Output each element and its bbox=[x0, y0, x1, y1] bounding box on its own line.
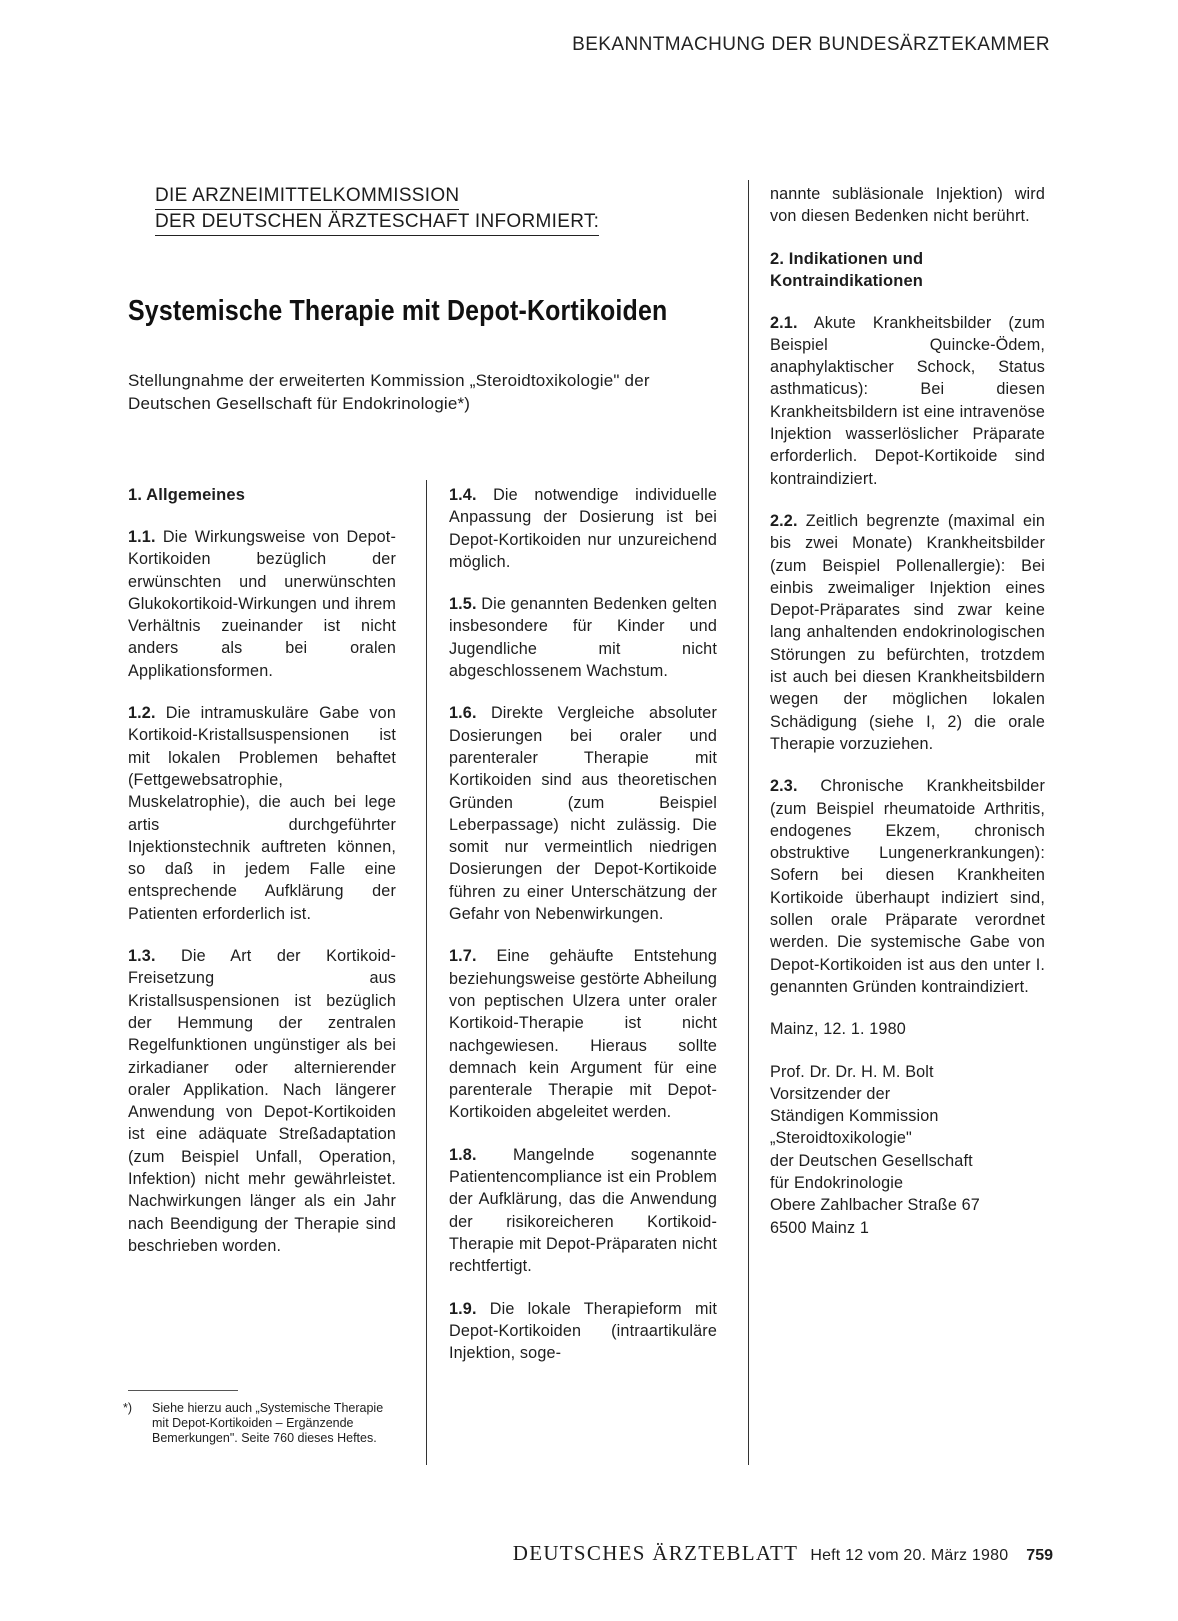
paragraph-number: 2.2. bbox=[770, 511, 798, 530]
paragraph-1-3 bbox=[128, 945, 396, 1257]
section-header: BEKANNTMACHUNG DER BUNDESÄRZTEKAMMER bbox=[572, 34, 1050, 55]
signature-block bbox=[770, 1018, 1045, 1239]
paragraph-2-2 bbox=[770, 510, 1045, 755]
footnote-rule bbox=[128, 1390, 238, 1391]
column-2 bbox=[449, 484, 717, 1384]
heading-line-1: 2. Indikationen und bbox=[770, 249, 924, 268]
issue-info: Heft 12 vom 20. März 1980 bbox=[810, 1547, 1009, 1564]
column-1 bbox=[128, 484, 396, 1277]
footnote-text: Siehe hierzu auch „Systemische Therapie mit Depot-Kortikoiden – Ergänzende Bemerkungen". Seite 760 dieses Heftes. bbox=[152, 1401, 384, 1445]
paragraph-number: 2.3. bbox=[770, 777, 798, 796]
paragraph-number: 1.3. bbox=[128, 947, 156, 966]
organization-line-4: für Endokrinologie bbox=[770, 1173, 904, 1192]
paragraph-1-5 bbox=[449, 593, 717, 682]
paragraph-2-1 bbox=[770, 312, 1045, 490]
paragraph-1-1 bbox=[128, 526, 396, 682]
column-divider-2 bbox=[748, 180, 749, 1465]
paragraph-1-9-continued: nannte subläsionale Injektion) wird von diesen Bedenken nicht berührt. bbox=[770, 185, 1045, 226]
organization-line-1: Ständigen Kommission bbox=[770, 1107, 939, 1126]
journal-name: DEUTSCHES ÄRZTEBLATT bbox=[512, 1541, 799, 1565]
kicker-line-1: DIE ARZNEIMITTELKOMMISSION bbox=[155, 184, 459, 210]
article-title: Systemische Therapie mit Depot-Kortikoiden bbox=[128, 295, 668, 327]
paragraph-text: Die intramuskuläre Gabe von Kortikoid-Kristallsuspensionen ist mit lokalen Problemen behaftet (Fettgewebsatrophie, Muskelatrophie), die auch bei lege artis durchgeführter Injektionstechnik auftreten können, so daß in jedem Falle eine entsprechende Aufklärung der Patienten erforderlich ist. bbox=[128, 704, 396, 923]
paragraph-number: 1.6. bbox=[449, 704, 477, 723]
paragraph-number: 1.8. bbox=[449, 1145, 477, 1164]
paragraph-text: Die notwendige individuelle Anpassung der Dosierung ist bei Depot-Kortikoiden nur unzureichend möglich. bbox=[449, 486, 717, 571]
place-date: Mainz, 12. 1. 1980 bbox=[770, 1020, 906, 1039]
paragraph-text: Chronische Krankheitsbilder (zum Beispiel rheumatoide Arthritis, endogenes Ekzem, chronisch obstruktive Lungenerkrankungen): Sofern bei diesen Krankheiten Kortikoide überhaupt indiziert sind, sollen orale Präparate verordnet werden. Die systemische Gabe von Depot-Kortikoiden ist aus den unter I. genannten Gründen kontraindiziert. bbox=[770, 777, 1045, 996]
paragraph-1-6 bbox=[449, 702, 717, 925]
article-subtitle: Stellungnahme der erweiterten Kommission „Steroidtoxikologie" der Deutschen Gesellschaft für Endokrinologie*) bbox=[128, 371, 650, 413]
section-heading-indikationen bbox=[770, 248, 1045, 292]
paragraph-number: 1.2. bbox=[128, 704, 156, 723]
section-heading-allgemeines: 1. Allgemeines bbox=[128, 486, 246, 504]
paragraph-text: Die Art der Kortikoid-Freisetzung aus Kristallsuspensionen ist bezüglich der Hemmung der zentralen Regelfunktionen ungünstiger als bei zirkadianer oder alternierender oraler Applikation. Nach längerer Anwendung von Depot-Kortikoiden ist eine adäquate Streßadaptation (zum Beispiel Unfall, Operation, Infektion) nicht mehr gewährleistet. Nachwirkungen länger als ein Jahr nach Beendigung der Therapie sind beschrieben worden. bbox=[128, 947, 396, 1255]
paragraph-text: Die lokale Therapieform mit Depot-Kortikoiden (intraartikuläre Injektion, soge- bbox=[449, 1299, 717, 1363]
paragraph-1-4 bbox=[449, 484, 717, 573]
paragraph-text: Zeitlich begrenzte (maximal ein bis zwei Monate) Krankheitsbilder (zum Beispiel Pollenallergie): Bei einbis zweimaliger Injektion eines Depot-Präparates sind zwar keine lang anhaltenden endokrinologischen Störungen zu befürchten, trotzdem ist auch bei diesen Krankheitsbildern wegen der möglichen lokalen Schädigung (siehe I, 2) die orale Therapie vorzuziehen. bbox=[770, 511, 1045, 753]
organization-line-3: der Deutschen Gesellschaft bbox=[770, 1151, 973, 1170]
paragraph-text: Die genannten Bedenken gelten insbesondere für Kinder und Jugendliche mit nicht abgeschlossenem Wachstum. bbox=[449, 595, 717, 681]
address-street: Obere Zahlbacher Straße 67 bbox=[770, 1196, 980, 1215]
paragraph-1-2 bbox=[128, 702, 396, 925]
kicker-line-2: DER DEUTSCHEN ÄRZTESCHAFT INFORMIERT: bbox=[155, 210, 599, 236]
kicker bbox=[155, 184, 599, 236]
address-city: 6500 Mainz 1 bbox=[770, 1218, 869, 1237]
paragraph-2-3 bbox=[770, 775, 1045, 998]
paragraph-1-8 bbox=[449, 1144, 717, 1278]
paragraph-number: 1.4. bbox=[449, 486, 477, 504]
paragraph-number: 1.7. bbox=[449, 947, 477, 966]
page-footer bbox=[513, 1541, 1053, 1566]
signatory-role: Vorsitzender der bbox=[770, 1084, 891, 1103]
column-3 bbox=[770, 183, 1045, 1239]
page-number: 759 bbox=[1026, 1547, 1053, 1564]
paragraph-text: Die Wirkungsweise von Depot-Kortikoiden bezüglich der erwünschten und unerwünschten Glukokortikoid-Wirkungen und ihrem Verhältnis zueinander ist nicht anders als bei oralen Applikationsformen. bbox=[128, 528, 396, 680]
paragraph-text: Mangelnde sogenannte Patientencompliance ist ein Problem der Aufklärung, das die Anwendung der risikoreicheren Kortikoid-Therapie mit Depot-Präparaten nicht rechtfertigt. bbox=[449, 1145, 717, 1276]
footnote bbox=[123, 1390, 400, 1446]
paragraph-number: 1.9. bbox=[449, 1299, 477, 1318]
paragraph-number: 1.1. bbox=[128, 528, 156, 546]
signature-lines bbox=[770, 1061, 1045, 1239]
paragraph-number: 2.1. bbox=[770, 313, 798, 332]
signatory-name: Prof. Dr. Dr. H. M. Bolt bbox=[770, 1062, 934, 1081]
paragraph-number: 1.5. bbox=[449, 595, 477, 614]
paragraph-text: Direkte Vergleiche absoluter Dosierungen bei oraler und parenteraler Therapie mit Kortikoiden sind aus theoretischen Gründen (zum Beispiel Leberpassage) nicht zulässig. Die somit nur vermeintlich niedrigen Dosierungen der Depot-Kortikoide führen zu einer Unterschätzung der Gefahr von Nebenwirkungen. bbox=[449, 704, 717, 924]
heading-line-2: Kontraindikationen bbox=[770, 271, 924, 290]
column-divider-1 bbox=[426, 480, 427, 1465]
paragraph-1-9 bbox=[449, 1298, 717, 1365]
organization-line-2: „Steroidtoxikologie" bbox=[770, 1129, 912, 1148]
paragraph-1-7 bbox=[449, 945, 717, 1123]
paragraph-text: Akute Krankheitsbilder (zum Beispiel Quincke-Ödem, anaphylaktischer Schock, Status asthmaticus): Bei diesen Krankheitsbildern ist eine intravenöse Injektion wasserlöslicher Präparate erforderlich. Depot-Kortikoide sind kontraindiziert. bbox=[770, 313, 1045, 488]
paragraph-text: Eine gehäufte Entstehung beziehungsweise gestörte Abheilung von peptischen Ulzera unter oraler Kortikoid-Therapie ist nicht nachgewiesen. Hieraus sollte demnach kein Argument für eine parenterale Therapie mit Depot-Kortikoiden abgeleitet werden. bbox=[449, 947, 717, 1122]
footnote-mark: *) bbox=[123, 1401, 133, 1415]
